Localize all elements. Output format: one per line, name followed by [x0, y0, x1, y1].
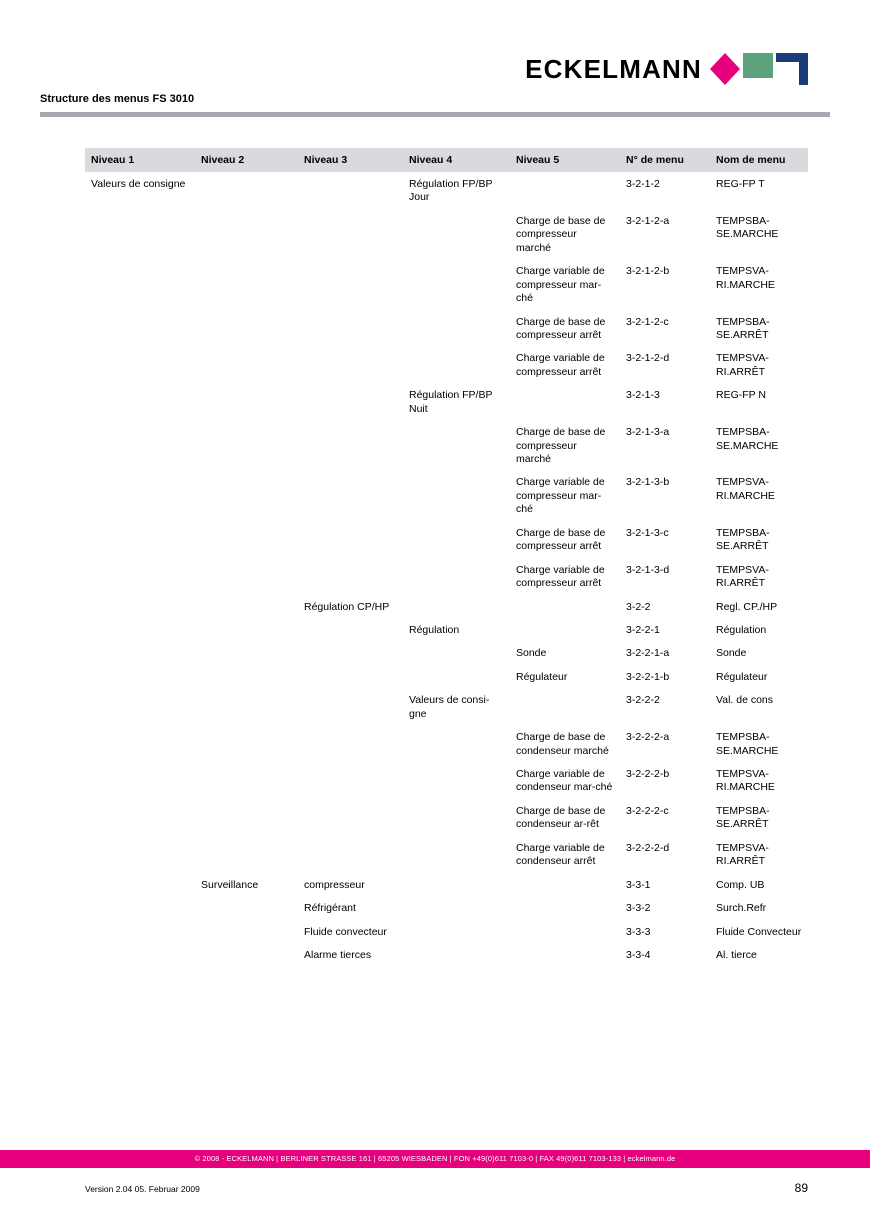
table-row: [85, 688, 808, 725]
table-row: [85, 470, 808, 520]
table-cell-3: [298, 172, 403, 209]
table-cell-4: [403, 310, 510, 347]
table-cell-5: Charge variable de compresseur arrêt: [516, 563, 605, 590]
table-cell-2: [195, 558, 298, 595]
table-cell-2: [195, 618, 298, 641]
table-cell-1: [85, 420, 195, 470]
column-header-niveau-3: Niveau 3: [298, 148, 403, 172]
table-cell-6: 3-2-2-1-a: [626, 647, 670, 660]
table-cell-6: 3-2-2-2-a: [626, 731, 670, 744]
column-header-nom-menu: Nom de menu: [710, 148, 808, 172]
table-cell-1: [85, 873, 195, 896]
table-cell-6: 3-3-3: [626, 925, 651, 938]
page-header: [0, 0, 870, 120]
table-cell-6: 3-2-2: [626, 600, 651, 613]
table-cell-7: TEMPSBA-SE.ARRÊT: [716, 804, 770, 831]
table-cell-5: [510, 896, 620, 919]
table-cell-5: [510, 383, 620, 420]
table-cell-5: [510, 688, 620, 725]
table-cell-1: [85, 310, 195, 347]
table-row: [85, 172, 808, 209]
table-cell-4: [403, 641, 510, 664]
table-cell-3: [298, 420, 403, 470]
table-cell-4: [403, 943, 510, 966]
column-header-numero-menu: N° de menu: [620, 148, 710, 172]
table-cell-7: Régulation: [716, 623, 767, 636]
table-cell-1: [85, 799, 195, 836]
table-row: [85, 943, 808, 966]
table-cell-3: [298, 799, 403, 836]
table-cell-7: TEMPSVA-RI.MARCHE: [716, 768, 775, 794]
table-cell-5: [510, 943, 620, 966]
table-cell-4: [403, 558, 510, 595]
table-cell-6: 3-2-1-3: [626, 389, 660, 402]
table-cell-2: [195, 836, 298, 873]
table-row: [85, 873, 808, 896]
table-cell-7: TEMPSVA-RI.ARRÊT: [716, 352, 769, 378]
table-cell-6: 3-2-1-2-b: [626, 265, 670, 278]
table-cell-3: [298, 665, 403, 688]
table-cell-3: Fluide convecteur: [304, 925, 387, 938]
table-cell-5: [510, 873, 620, 896]
table-row: [85, 896, 808, 919]
table-cell-3: [298, 209, 403, 259]
table-cell-5: [510, 920, 620, 943]
table-row: [85, 420, 808, 470]
table-cell-1: [85, 470, 195, 520]
table-cell-2: [195, 420, 298, 470]
table-cell-1: [85, 558, 195, 595]
menu-structure-table: [85, 148, 808, 966]
table-cell-1: [85, 896, 195, 919]
footer-bar: [0, 1150, 870, 1168]
table-row: [85, 521, 808, 558]
table-cell-6: 3-2-1-3-d: [626, 563, 670, 576]
table-cell-5: Sonde: [516, 647, 547, 660]
table-cell-2: [195, 172, 298, 209]
column-header-niveau-1: Niveau 1: [85, 148, 195, 172]
table-cell-2: [195, 641, 298, 664]
table-cell-7: Al. tierce: [716, 948, 757, 961]
table-cell-1: [85, 259, 195, 309]
table-cell-2: [195, 383, 298, 420]
table-cell-6: 3-2-1-3-c: [626, 526, 669, 539]
table-cell-1: [85, 665, 195, 688]
table-cell-3: [298, 558, 403, 595]
table-cell-4: [403, 470, 510, 520]
table-cell-3: [298, 521, 403, 558]
column-header-niveau-4: Niveau 4: [403, 148, 510, 172]
table-cell-5: Charge de base de compresseur arrêt: [516, 315, 606, 341]
table-cell-4: Valeurs de consi-gne: [409, 694, 490, 720]
table-cell-3: Réfrigérant: [304, 902, 356, 915]
table-cell-3: Régulation CP/HP: [304, 600, 390, 613]
table-cell-2: Surveillance: [201, 878, 259, 891]
table-cell-3: [298, 725, 403, 762]
table-cell-6: 3-2-2-1-b: [626, 670, 670, 683]
table-cell-4: [403, 873, 510, 896]
table-cell-7: REG-FP T: [716, 178, 765, 190]
table-cell-7: TEMPSVA-RI.MARCHE: [716, 476, 775, 502]
table-cell-4: [403, 209, 510, 259]
table-cell-3: [298, 641, 403, 664]
table-cell-2: [195, 346, 298, 383]
table-row: [85, 799, 808, 836]
table-cell-5: Charge de base de compresseur arrêt: [516, 526, 606, 553]
table-cell-3: Alarme tierces: [304, 948, 372, 961]
table-cell-2: [195, 259, 298, 309]
table-cell-2: [195, 595, 298, 618]
table-cell-2: [195, 688, 298, 725]
table-row: [85, 558, 808, 595]
table-cell-2: [195, 725, 298, 762]
table-cell-1: [85, 688, 195, 725]
table-cell-1: [85, 836, 195, 873]
table-cell-5: [510, 595, 620, 618]
table-cell-6: 3-2-2-2-c: [626, 804, 669, 817]
table-cell-7: TEMPSBA-SE.MARCHE: [716, 426, 779, 452]
table-cell-6: 3-3-2: [626, 902, 651, 915]
table-cell-7: TEMPSBA-SE.ARRÊT: [716, 315, 770, 341]
table-cell-4: [403, 762, 510, 799]
table-cell-1: [85, 762, 195, 799]
table-cell-7: TEMPSVA-RI.ARRÊT: [716, 841, 769, 868]
table-cell-1: [85, 618, 195, 641]
table-cell-5: Charge de base de compresseur marché: [516, 426, 606, 465]
table-cell-4: Régulation: [409, 623, 460, 636]
table-row: [85, 762, 808, 799]
table-cell-7: REG-FP N: [716, 389, 766, 402]
table-cell-7: TEMPSBA-SE.ARRÊT: [716, 526, 770, 553]
table-cell-5: Charge variable de compresseur mar-ché: [516, 476, 605, 516]
table-cell-6: 3-2-1-2-c: [626, 315, 669, 328]
table-cell-6: 3-2-2-1: [626, 623, 660, 636]
table-cell-5: Régulateur: [516, 670, 568, 683]
page-number: 89: [794, 1181, 808, 1195]
column-header-niveau-2: Niveau 2: [195, 148, 298, 172]
table-cell-6: 3-2-2-2-d: [626, 841, 670, 854]
table-cell-4: [403, 799, 510, 836]
table-row: [85, 310, 808, 347]
table-cell-5: Charge variable de compresseur arrêt: [516, 352, 605, 378]
table-cell-2: [195, 920, 298, 943]
table-cell-2: [195, 470, 298, 520]
table-cell-6: 3-2-2-2: [626, 694, 660, 707]
table-cell-4: [403, 346, 510, 383]
green-square-icon: [743, 53, 773, 78]
column-header-niveau-5: Niveau 5: [510, 148, 620, 172]
table-row: [85, 383, 808, 420]
logo-marks: [710, 53, 808, 85]
header-divider: [40, 112, 830, 117]
table-cell-3: [298, 618, 403, 641]
table-row: [85, 641, 808, 664]
table-cell-6: 3-3-4: [626, 948, 651, 961]
table-cell-2: [195, 209, 298, 259]
footer-version: Version 2.04 05. Februar 2009: [85, 1184, 200, 1194]
table-row: [85, 618, 808, 641]
table-cell-1: [85, 383, 195, 420]
table-cell-2: [195, 799, 298, 836]
table-row: [85, 595, 808, 618]
table-cell-4: [403, 259, 510, 309]
table-cell-1: [85, 725, 195, 762]
table-cell-1: Valeurs de consigne: [91, 178, 186, 190]
table-cell-3: compresseur: [304, 878, 365, 891]
table-cell-5: Charge variable de compresseur mar-ché: [516, 265, 605, 305]
table-cell-4: [403, 920, 510, 943]
table-cell-4: Régulation FP/BP Nuit: [409, 389, 493, 415]
table-cell-4: Régulation FP/BP Jour: [409, 178, 493, 204]
table-cell-5: [510, 172, 620, 209]
table-cell-1: [85, 209, 195, 259]
diamond-icon: [710, 53, 740, 85]
table-cell-5: Charge de base de condenseur marché: [516, 731, 609, 757]
table-cell-1: [85, 943, 195, 966]
table-cell-7: Val. de cons: [716, 694, 774, 707]
table-row: [85, 725, 808, 762]
table-cell-7: Régulateur: [716, 670, 768, 683]
table-cell-2: [195, 943, 298, 966]
table-row: [85, 259, 808, 309]
table-cell-3: [298, 688, 403, 725]
table-cell-2: [195, 521, 298, 558]
table-cell-2: [195, 310, 298, 347]
table-cell-6: 3-2-1-2: [626, 178, 660, 190]
footer-copyright: © 2008 - ECKELMANN | BERLINER STRASSE 161 | 65205 WIESBADEN | FON +49(0)611 7103-0 | FAX 49(0)611 7103-133 | eckelmann.de: [194, 1154, 676, 1163]
table-cell-2: [195, 665, 298, 688]
table-cell-5: [510, 618, 620, 641]
table-header-row: [85, 148, 808, 172]
table-cell-7: Regl. CP./HP: [716, 600, 778, 613]
table-cell-3: [298, 470, 403, 520]
table-cell-1: [85, 521, 195, 558]
table-cell-6: 3-2-1-3-a: [626, 426, 670, 439]
table-cell-1: [85, 346, 195, 383]
table-cell-4: [403, 836, 510, 873]
table-cell-3: [298, 762, 403, 799]
table-cell-4: [403, 896, 510, 919]
table-row: [85, 665, 808, 688]
table-cell-1: [85, 920, 195, 943]
table-row: [85, 209, 808, 259]
eckelmann-logo: [525, 52, 808, 86]
table-cell-7: Fluide Convecteur: [716, 925, 802, 938]
table-cell-5: Charge de base de compresseur marché: [516, 214, 606, 254]
table-row: [85, 346, 808, 383]
table-cell-2: [195, 896, 298, 919]
table-cell-4: [403, 725, 510, 762]
table-cell-3: [298, 310, 403, 347]
table-row: [85, 920, 808, 943]
table-cell-3: [298, 383, 403, 420]
blue-corner-icon: [776, 53, 808, 85]
table-cell-6: 3-2-1-3-b: [626, 476, 670, 489]
table-cell-4: [403, 665, 510, 688]
table-cell-7: TEMPSBA-SE.MARCHE: [716, 214, 779, 241]
table-cell-3: [298, 346, 403, 383]
logo-wordmark: ECKELMANN: [525, 53, 702, 84]
table-cell-3: [298, 836, 403, 873]
table-cell-5: Charge variable de condenseur mar-ché: [516, 768, 613, 794]
table-cell-6: 3-2-1-2-a: [626, 214, 670, 227]
table-cell-7: Comp. UB: [716, 878, 765, 891]
table-cell-7: TEMPSBA-SE.MARCHE: [716, 731, 779, 757]
table-cell-6: 3-2-2-2-b: [626, 768, 670, 780]
document-title: Structure des menus FS 3010: [40, 93, 195, 105]
table-cell-1: [85, 641, 195, 664]
table-cell-4: [403, 420, 510, 470]
table-cell-5: Charge variable de condenseur arrêt: [516, 841, 605, 868]
table-cell-6: 3-2-1-2-d: [626, 352, 670, 365]
table-cell-7: TEMPSVA-RI.MARCHE: [716, 265, 775, 291]
table-cell-7: Sonde: [716, 647, 747, 660]
table-cell-4: [403, 521, 510, 558]
table-cell-2: [195, 762, 298, 799]
table-cell-1: [85, 595, 195, 618]
table-cell-7: Surch.Refr: [716, 902, 767, 915]
table-cell-3: [298, 259, 403, 309]
table-cell-7: TEMPSVA-RI.ARRÊT: [716, 563, 769, 590]
table-cell-4: [403, 595, 510, 618]
table-cell-6: 3-3-1: [626, 878, 651, 891]
table-cell-5: Charge de base de condenseur ar-rêt: [516, 804, 606, 831]
table-row: [85, 836, 808, 873]
